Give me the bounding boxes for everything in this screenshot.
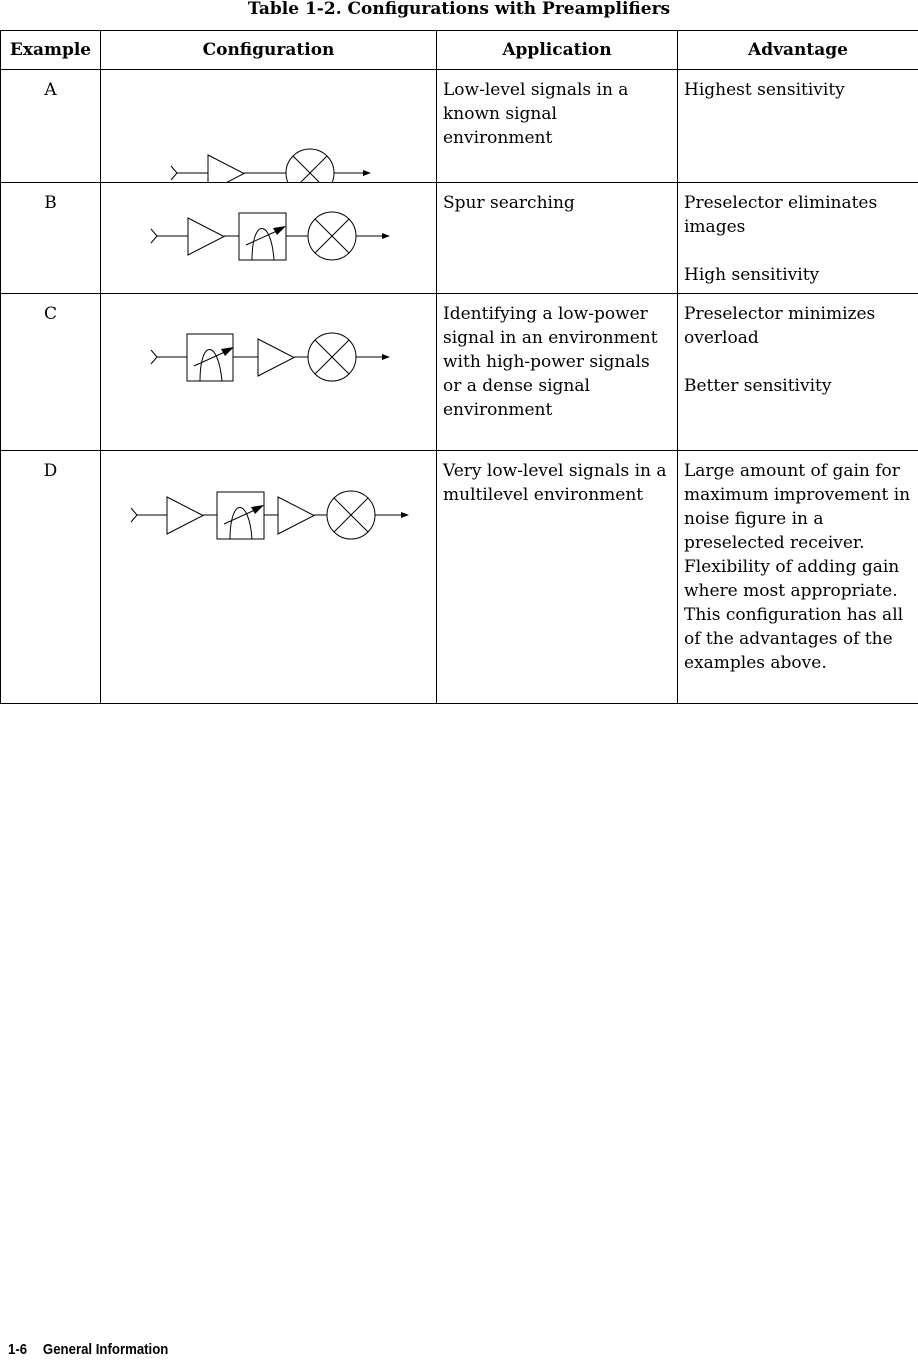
example-label: A [1, 70, 101, 183]
preselector-icon [217, 492, 264, 539]
antenna-icon [151, 229, 157, 243]
page-footer [8, 1341, 168, 1359]
page-number: 1-6 [8, 1341, 28, 1358]
amplifier-icon [258, 339, 294, 376]
mixer-icon [327, 491, 375, 539]
application-text: Identifying a low-power signal in an environment with high-power signals or a dense signal environment [437, 294, 678, 451]
advantage-paragraph: High sensitivity [684, 265, 820, 285]
application-text: Low-level signals in a known signal environment [437, 70, 678, 183]
advantage-text [678, 451, 918, 704]
section-name: General Information [42, 1341, 169, 1358]
diagram-preamp-preselector-preamp-mixer [101, 451, 437, 703]
configurations-table [0, 30, 918, 704]
preselector-icon [239, 213, 286, 260]
table-header-row [1, 31, 918, 70]
advantage-text [678, 70, 918, 183]
header-application: Application [437, 31, 678, 70]
diagram-preselector-preamp-mixer [101, 294, 437, 450]
mixer-icon [308, 212, 356, 260]
amplifier-icon [278, 497, 314, 534]
advantage-text [678, 294, 918, 451]
example-label: C [1, 294, 101, 451]
antenna-icon [171, 166, 177, 180]
application-text: Spur searching [437, 183, 678, 294]
advantage-paragraph: Large amount of gain for maximum improvement in noise figure in a preselected receiver. Flexibility of adding gain where most appropriate. This configuration has all of the advantages of the examples above. [684, 461, 911, 673]
mixer-icon [286, 149, 334, 182]
table-row-a [1, 70, 918, 183]
header-configuration: Configuration [101, 31, 437, 70]
amplifier-icon [208, 155, 244, 182]
configuration-diagram-b [101, 183, 437, 294]
antenna-icon [131, 508, 137, 522]
output-arrow-icon [363, 170, 371, 176]
output-arrow-icon [401, 512, 409, 518]
advantage-paragraph: Better sensitivity [684, 376, 832, 396]
advantage-paragraph: Preselector minimizes overload [684, 304, 876, 348]
advantage-paragraph: Preselector eliminates images [684, 193, 878, 237]
table-caption: Table 1-2. Configurations with Preamplifiers [247, 0, 671, 19]
mixer-icon [308, 333, 356, 381]
output-arrow-icon [382, 233, 390, 239]
amplifier-icon [188, 218, 224, 255]
advantage-text [678, 183, 918, 294]
configuration-diagram-c [101, 294, 437, 451]
diagram-preamp-preselector-mixer [101, 183, 437, 293]
table-row-d [1, 451, 918, 704]
example-label: B [1, 183, 101, 294]
table-row-b [1, 183, 918, 294]
header-advantage: Advantage [678, 31, 918, 70]
amplifier-icon [167, 497, 203, 534]
preselector-icon [187, 334, 233, 381]
configuration-diagram-d [101, 451, 437, 704]
table-row-c [1, 294, 918, 451]
configuration-diagram-a [101, 70, 437, 183]
advantage-paragraph: Highest sensitivity [684, 80, 845, 100]
application-text: Very low-level signals in a multilevel environment [437, 451, 678, 704]
antenna-icon [151, 350, 157, 364]
example-label: D [1, 451, 101, 704]
output-arrow-icon [382, 354, 390, 360]
diagram-preamp-mixer [101, 70, 437, 182]
header-example: Example [1, 31, 101, 70]
